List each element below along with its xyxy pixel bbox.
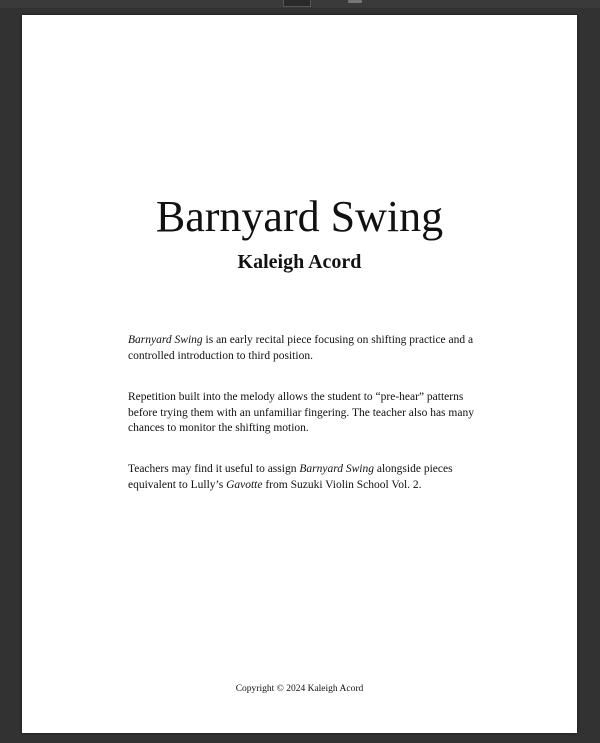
piece-title-italic: Barnyard Swing: [299, 463, 374, 475]
paragraph-text: is an early recital piece focusing on shifting practice and a controlled introduction to third position.: [128, 334, 474, 362]
paragraph-text: from Suzuki Violin School Vol. 2.: [262, 478, 422, 491]
page-number-field[interactable]: [283, 0, 311, 7]
paragraph-description: [128, 333, 478, 364]
gavotte-italic: Gavotte: [226, 478, 263, 491]
document-title: Barnyard Swing: [155, 192, 444, 241]
paragraph-text: alongside pieces equivalent to Lully’s: [128, 463, 453, 491]
piece-title-italic: Barnyard Swing: [128, 334, 203, 346]
toolbar-control[interactable]: [348, 0, 362, 3]
document-author: Kaleigh Acord: [237, 251, 362, 273]
paragraph-teachers: [128, 462, 478, 493]
paragraph-repetition: Repetition built into the melody allows the student to “pre-hear” patterns before trying them with an unfamiliar fingering. The teacher also has many chances to monitor the shifting motion.: [128, 391, 474, 434]
document-page: [22, 15, 577, 733]
viewer-toolbar: [0, 0, 600, 8]
paragraph-text: Teachers may find it useful to assign: [128, 463, 300, 475]
copyright-notice: Copyright © 2024 Kaleigh Acord: [235, 684, 364, 694]
